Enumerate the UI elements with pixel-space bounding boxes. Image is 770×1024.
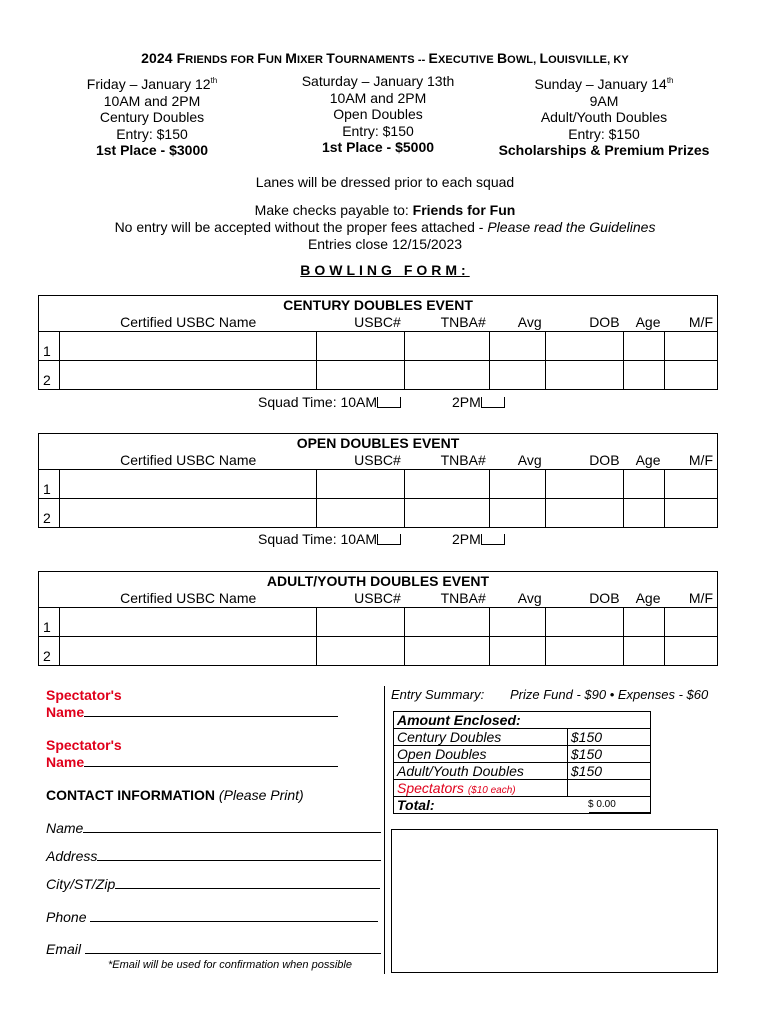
dob-cell[interactable] <box>546 470 624 499</box>
contact-phone: Phone <box>46 909 378 925</box>
usbc-cell[interactable] <box>317 332 405 361</box>
mf-cell[interactable] <box>665 332 718 361</box>
mf-cell[interactable] <box>665 608 718 637</box>
age-cell[interactable] <box>624 637 665 666</box>
name-field[interactable] <box>83 832 381 833</box>
col-name: Certified USBC Name <box>120 314 257 331</box>
avg-cell[interactable] <box>490 608 546 637</box>
dob-cell[interactable] <box>546 608 624 637</box>
tnba-cell[interactable] <box>405 332 490 361</box>
age-cell[interactable] <box>624 361 665 390</box>
tnba-cell[interactable] <box>405 637 490 666</box>
table-row[interactable] <box>39 361 718 390</box>
col-avg: Avg <box>517 590 542 607</box>
squad-10am-checkbox[interactable] <box>377 397 401 408</box>
no-entry-notice: No entry will be accepted without the proper fees attached - Please read the Guidelines <box>114 219 656 235</box>
table-row: Adult/Youth Doubles $150 <box>394 763 651 780</box>
avg-cell[interactable] <box>490 332 546 361</box>
name-cell[interactable] <box>59 332 316 361</box>
usbc-cell[interactable] <box>317 608 405 637</box>
col-usbc: USBC# <box>354 452 401 469</box>
mf-cell[interactable] <box>665 637 718 666</box>
tnba-cell[interactable] <box>405 499 490 528</box>
col-mf: M/F <box>665 452 718 470</box>
table-row[interactable] <box>39 499 718 528</box>
open-squad-time: Squad Time: 10AM <box>258 531 401 547</box>
entries-close: Entries close 12/15/2023 <box>307 236 463 252</box>
col-usbc: USBC# <box>354 314 401 331</box>
avg-cell[interactable] <box>490 637 546 666</box>
century-squad-2pm: 2PM <box>452 394 505 410</box>
col-age: Age <box>635 452 661 469</box>
total-row: Total: $ 0.00 <box>394 797 651 814</box>
row-number: 1 <box>39 332 60 361</box>
name-cell[interactable] <box>59 361 316 390</box>
total-value: $ 0.00 <box>588 799 616 810</box>
name-cell[interactable] <box>59 637 316 666</box>
row-number: 2 <box>39 361 60 390</box>
col-avg: Avg <box>517 452 542 469</box>
table-row: Century Doubles $150 <box>394 729 651 746</box>
usbc-cell[interactable] <box>317 499 405 528</box>
col-dob: DOB <box>589 452 620 469</box>
contact-name: Name <box>46 820 381 836</box>
spectators-item: Spectators ($10 each) <box>394 780 568 797</box>
open-doubles-table <box>38 433 718 528</box>
table-row[interactable] <box>39 332 718 361</box>
email-note: *Email will be used for confirmation when possible <box>108 959 352 971</box>
age-cell[interactable] <box>624 608 665 637</box>
age-cell[interactable] <box>624 470 665 499</box>
notes-box[interactable] <box>391 829 718 973</box>
col-tnba: TNBA# <box>440 314 486 331</box>
tnba-cell[interactable] <box>405 608 490 637</box>
spectator-2: Spectator's Name <box>46 737 338 771</box>
address-field[interactable] <box>97 860 381 861</box>
event-title: CENTURY DOUBLES EVENT <box>39 296 718 314</box>
amount-table-right-edge <box>589 711 651 813</box>
table-row: Open Doubles $150 <box>394 746 651 763</box>
spectator-2-name-field[interactable] <box>84 766 338 767</box>
avg-cell[interactable] <box>490 499 546 528</box>
city-state-zip-field[interactable] <box>115 888 380 889</box>
squad-2pm-checkbox[interactable] <box>481 534 505 545</box>
usbc-cell[interactable] <box>317 361 405 390</box>
dob-cell[interactable] <box>546 332 624 361</box>
col-name: Certified USBC Name <box>120 452 257 469</box>
col-mf: M/F <box>665 590 718 608</box>
open-squad-2pm: 2PM <box>452 531 505 547</box>
usbc-cell[interactable] <box>317 470 405 499</box>
divider <box>384 686 385 974</box>
usbc-cell[interactable] <box>317 637 405 666</box>
name-cell[interactable] <box>59 470 316 499</box>
squad-10am-checkbox[interactable] <box>377 534 401 545</box>
contact-city: City/ST/Zip <box>46 876 380 892</box>
row-number: 2 <box>39 499 60 528</box>
tnba-cell[interactable] <box>405 361 490 390</box>
table-row[interactable] <box>39 637 718 666</box>
table-row[interactable] <box>39 608 718 637</box>
day-friday: Friday – January 12th 10AM and 2PM Century Doubles Entry: $150 1st Place - $3000 <box>86 76 218 158</box>
contact-email: Email <box>46 941 381 957</box>
day-saturday: Saturday – January 13th 10AM and 2PM Open Doubles Entry: $150 1st Place - $5000 <box>301 73 455 155</box>
event-title: ADULT/YOUTH DOUBLES EVENT <box>39 572 718 590</box>
dob-cell[interactable] <box>546 361 624 390</box>
checks-notice: Make checks payable to: Friends for Fun <box>254 202 516 218</box>
col-dob: DOB <box>589 590 620 607</box>
name-cell[interactable] <box>59 499 316 528</box>
age-cell[interactable] <box>624 499 665 528</box>
tnba-cell[interactable] <box>405 470 490 499</box>
form-heading: BOWLING FORM: <box>300 262 470 278</box>
adult-youth-doubles-table <box>38 571 718 666</box>
row-number: 2 <box>39 637 60 666</box>
page-title: 2024 FRIENDS FOR FUN MIXER TOURNAMENTS -- EXECUTIVE BOWL, LOUISVILLE, KY <box>141 50 629 66</box>
amount-enclosed-label: Amount Enclosed: <box>394 712 651 729</box>
row-number: 1 <box>39 608 60 637</box>
mf-cell[interactable] <box>665 499 718 528</box>
col-age: Age <box>635 314 661 331</box>
col-name: Certified USBC Name <box>120 590 257 607</box>
avg-cell[interactable] <box>490 470 546 499</box>
fee-breakdown: Prize Fund - $90 • Expenses - $60 <box>510 687 709 702</box>
century-doubles-table <box>38 295 718 390</box>
table-row[interactable] <box>39 470 718 499</box>
col-dob: DOB <box>589 314 620 331</box>
spectator-1: Spectator's Name <box>46 687 338 721</box>
email-field[interactable] <box>85 953 381 954</box>
entry-summary-label: Entry Summary: <box>391 687 485 702</box>
avg-cell[interactable] <box>490 361 546 390</box>
col-tnba: TNBA# <box>440 452 486 469</box>
century-squad-time: Squad Time: 10AM <box>258 394 401 410</box>
mf-cell[interactable] <box>665 470 718 499</box>
dob-cell[interactable] <box>546 499 624 528</box>
name-cell[interactable] <box>59 608 316 637</box>
phone-field[interactable] <box>90 921 378 922</box>
col-mf: M/F <box>665 314 718 332</box>
col-tnba: TNBA# <box>440 590 486 607</box>
age-cell[interactable] <box>624 332 665 361</box>
contact-address: Address <box>46 848 381 864</box>
col-age: Age <box>635 590 661 607</box>
row-number: 1 <box>39 470 60 499</box>
squad-2pm-checkbox[interactable] <box>481 397 505 408</box>
col-usbc: USBC# <box>354 590 401 607</box>
dob-cell[interactable] <box>546 637 624 666</box>
mf-cell[interactable] <box>665 361 718 390</box>
event-title: OPEN DOUBLES EVENT <box>39 434 718 452</box>
contact-heading: CONTACT INFORMATION (Please Print) <box>46 787 304 803</box>
spectator-1-name-field[interactable] <box>84 716 338 717</box>
lanes-notice: Lanes will be dressed prior to each squad <box>255 174 515 190</box>
day-sunday: Sunday – January 14th 9AM Adult/Youth Doubles Entry: $150 Scholarships & Premium Prizes <box>498 76 710 158</box>
col-avg: Avg <box>517 314 542 331</box>
